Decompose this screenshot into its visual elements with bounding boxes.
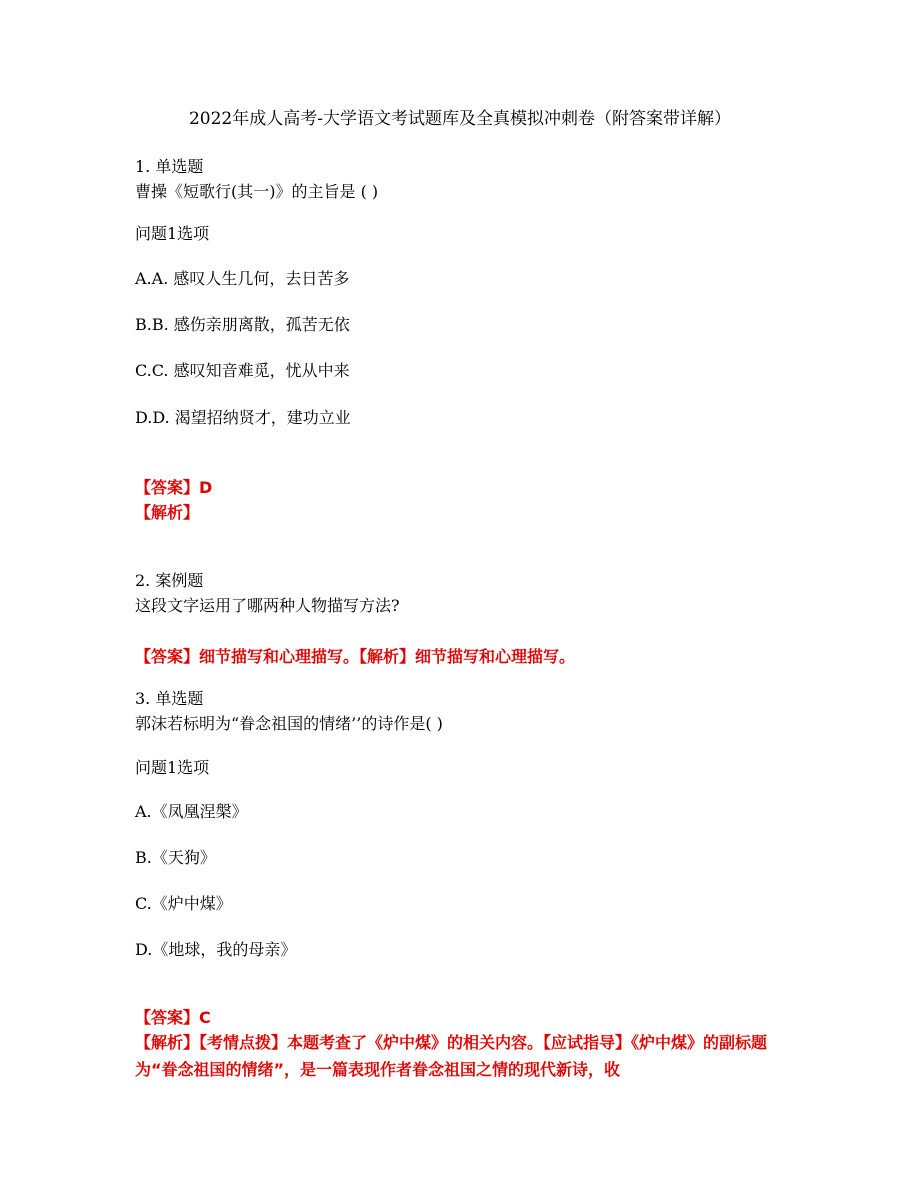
q2-stem: 这段文字运用了哪两种人物描写方法? <box>135 596 400 615</box>
q3-option-c: C.《炉中煤》 <box>135 894 232 913</box>
q3-option-d: D.《地球，我的母亲》 <box>135 940 297 959</box>
q1-analysis: 【解析】 <box>135 503 200 522</box>
q1-header: 1. 单选题 <box>135 157 204 176</box>
q3-option-b: B.《天狗》 <box>135 848 216 867</box>
q3-stem: 郭沫若标明为“眷念祖国的情绪’’的诗作是( ) <box>135 714 443 733</box>
q3-option-a: A.《凤凰涅槃》 <box>135 802 248 821</box>
q3-analysis: 【解析】【考情点拨】本题考查了《炉中煤》的相关内容。【应试指导】《炉中煤》的副标题为“眷念祖国的情绪”，是一篇表现作者眷念祖国之情的现代新诗，收 <box>135 1033 768 1079</box>
q1-option-a: A.A. 感叹人生几何，去日苦多 <box>135 269 350 288</box>
document-title: 2022年成人高考-大学语文考试题库及全真模拟冲刺卷（附答案带详解） <box>188 109 731 129</box>
q2-header: 2. 案例题 <box>135 571 204 590</box>
q1-stem: 曹操《短歌行(其一)》的主旨是 ( ) <box>135 182 379 201</box>
q1-option-c: C.C. 感叹知音难觅，忧从中来 <box>135 361 350 380</box>
q1-option-b: B.B. 感伤亲朋离散，孤苦无依 <box>135 315 350 334</box>
q1-sub-label: 问题1选项 <box>135 224 210 243</box>
q2-answer: 【答案】细节描写和心理描写。【解析】细节描写和心理描写。 <box>135 647 576 666</box>
q3-sub-label: 问题1选项 <box>135 758 210 777</box>
q3-answer: 【答案】C <box>135 1008 211 1027</box>
q3-header: 3. 单选题 <box>135 689 204 708</box>
q1-option-d: D.D. 渴望招纳贤才，建功立业 <box>135 408 351 427</box>
q1-answer: 【答案】D <box>135 478 213 497</box>
